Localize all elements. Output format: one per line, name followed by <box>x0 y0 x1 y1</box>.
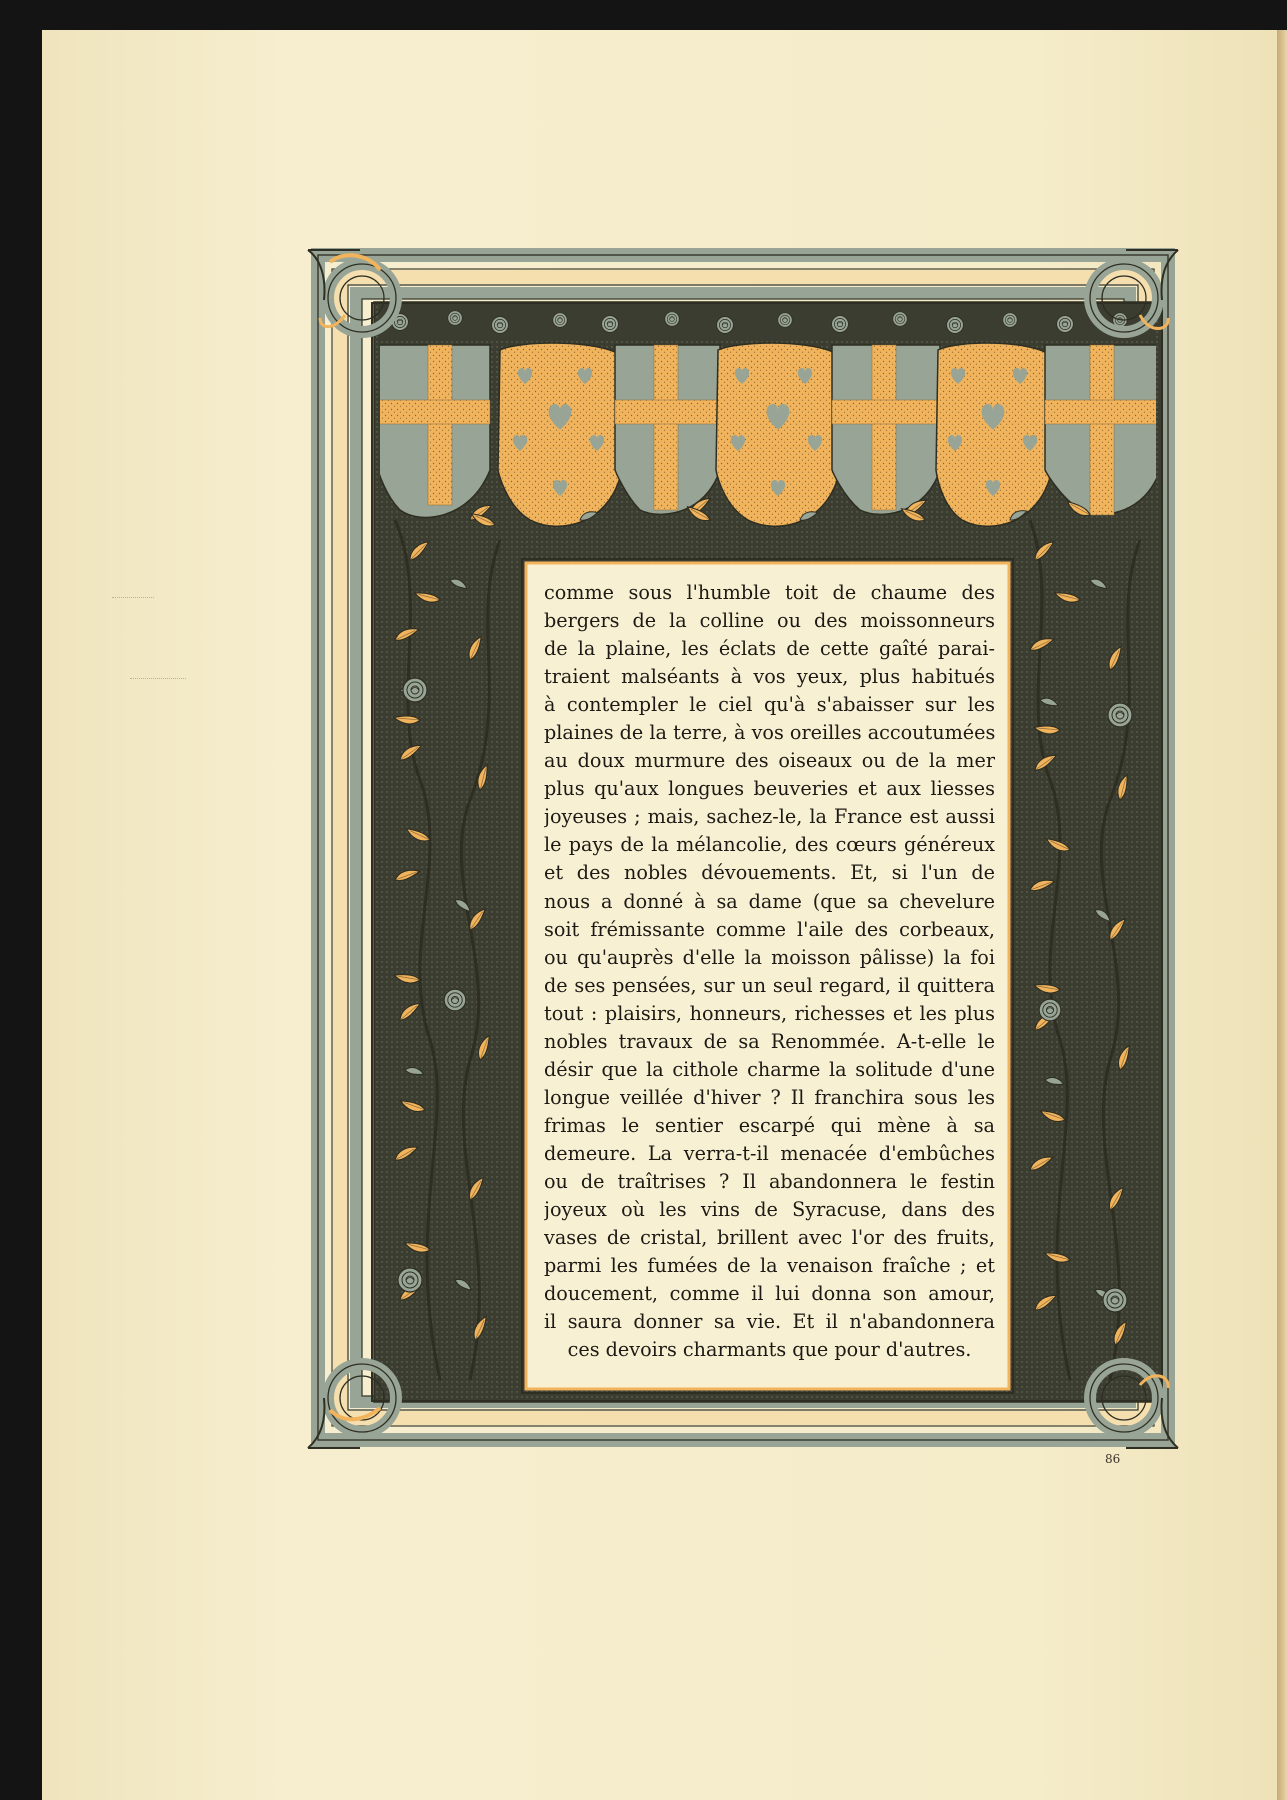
text-line: doucement, comme il lui donna son amour, <box>544 1282 995 1306</box>
text-line: joyeuses ; mais, sachez-le, la France est aussi <box>544 805 995 829</box>
cross-shield-icon <box>832 345 940 514</box>
text-line: tout : plaisirs, honneurs, richesses et les plus <box>544 1001 995 1025</box>
text-line: bergers de la colline ou des moissonneurs <box>544 609 995 633</box>
body-text <box>530 567 1005 1362</box>
rose-garland <box>378 304 1160 338</box>
hearts-shield-icon <box>936 343 1052 526</box>
text-line: parmi les fumées de la venaison fraîche ; et <box>544 1254 995 1278</box>
text-line: de ses pensées, sur un seul regard, il quittera <box>544 973 995 997</box>
text-line: vases de cristal, brillent avec l'or des fruits, <box>544 1226 995 1250</box>
rose-icon <box>403 678 427 702</box>
hearts-shield-icon <box>716 343 840 526</box>
rose-icon <box>1103 1288 1127 1312</box>
text-line: à contempler le ciel qu'à s'abaisser sur les <box>544 693 995 717</box>
hearts-shield-icon <box>498 343 622 526</box>
text-line: soit frémissante comme l'aile des corbeaux, <box>544 917 995 941</box>
text-line: il saura donner sa vie. Et il n'abandonnera <box>544 1310 995 1334</box>
text-line: plaines de la terre, à vos oreilles accoutumées <box>544 721 995 745</box>
cross-shield-icon <box>1045 345 1160 515</box>
text-line: traient malséants à vos yeux, plus habitués <box>544 665 995 689</box>
text-line: ou de traîtrises ? Il abandonnera le festin <box>544 1169 995 1193</box>
text-line: de la plaine, les éclats de cette gaîté parai- <box>544 637 995 661</box>
text-line: longue veillée d'hiver ? Il franchira sous les <box>544 1085 995 1109</box>
text-line: joyeux où les vins de Syracuse, dans des <box>544 1198 995 1222</box>
text-line: frimas le sentier escarpé qui mène à sa <box>544 1113 995 1137</box>
text-line: demeure. La verra-t-il menacée d'embûches <box>544 1141 995 1165</box>
rose-icon <box>1108 703 1132 727</box>
text-line: nobles travaux de sa Renommée. A-t-elle le <box>544 1029 995 1053</box>
text-line: le pays de la mélancolie, des cœurs généreux <box>544 833 995 857</box>
rose-icon <box>444 989 466 1011</box>
text-line: et des nobles dévouements. Et, si l'un de <box>544 861 995 885</box>
text-line: plus qu'aux longues beuveries et aux liesses <box>544 777 995 801</box>
cross-shield-icon <box>615 345 720 514</box>
rose-icon <box>398 1268 422 1292</box>
text-line: au doux murmure des oiseaux ou de la mer <box>544 749 995 773</box>
text-line: nous a donné à sa dame (que sa chevelure <box>544 889 995 913</box>
text-line: comme sous l'humble toit de chaume des <box>544 581 995 604</box>
text-line: ces devoirs charmants que pour d'autres. <box>567 1338 972 1362</box>
cross-shield-icon <box>378 345 490 517</box>
page-number: 86 <box>1105 1452 1121 1466</box>
text-line: désir que la cithole charme la solitude d'une <box>544 1057 995 1081</box>
rose-icon <box>1039 999 1061 1021</box>
text-line: ou qu'auprès d'elle la moisson pâlisse) la foi <box>544 945 995 969</box>
